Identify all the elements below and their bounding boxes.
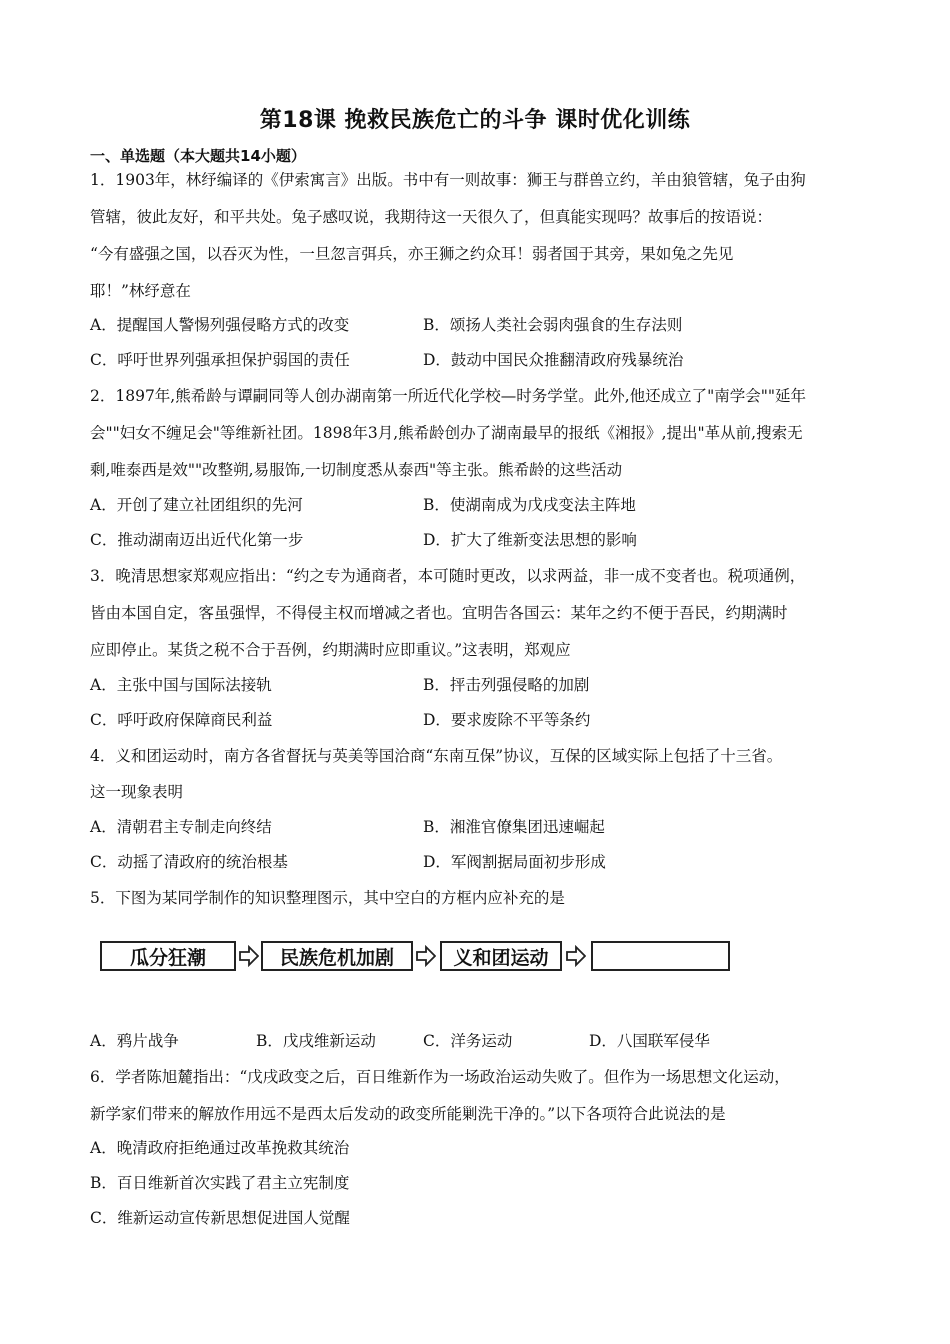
q3-option-c[interactable]: C．呼吁政府保障商民利益: [90, 711, 273, 729]
q5-option-b[interactable]: B．戊戌维新运动: [256, 1032, 376, 1050]
flow-arrow-3-icon: [566, 945, 586, 967]
q5-line-1: 5．下图为某同学制作的知识整理图示，其中空白的方框内应补充的是: [90, 889, 565, 907]
q1-line-4: 耶！”林纾意在: [90, 282, 191, 300]
q4-option-d[interactable]: D．军阀割据局面初步形成: [423, 853, 606, 871]
flow-arrow-1-icon: [239, 945, 259, 967]
flow-box-blank: [591, 941, 730, 971]
q4-line-2: 这一现象表明: [90, 783, 184, 801]
q4-option-a[interactable]: A．清朝君主专制走向终结: [90, 818, 272, 836]
q6-option-b[interactable]: B．百日维新首次实践了君主立宪制度: [90, 1174, 350, 1192]
q2-option-a[interactable]: A．开创了建立社团组织的先河: [90, 496, 303, 514]
q3-line-1: 3．晚清思想家郑观应指出：“约之专为通商者，本可随时更改，以求两益，非一成不变者也。税项通例，: [90, 567, 806, 585]
section-heading: 一、单选题（本大题共14小题）: [90, 147, 306, 165]
q3-line-2: 皆由本国自定，客虽强悍，不得侵主权而增减之者也。宜明告各国云：某年之约不便于吾民，约期满时: [90, 604, 788, 622]
q3-option-a[interactable]: A．主张中国与国际法接轨: [90, 676, 272, 694]
q1-option-a[interactable]: A．提醒国人警惕列强侵略方式的改变: [90, 316, 350, 334]
knowledge-flow-diagram: [100, 935, 740, 979]
q2-option-d[interactable]: D．扩大了维新变法思想的影响: [423, 531, 637, 549]
flow-box-2: 民族危机加剧: [261, 941, 413, 971]
q1-line-1: 1．1903年，林纾编译的《伊索寓言》出版。书中有一则故事：狮王与群兽立约，羊由狼管辖，兔子由狗: [90, 171, 806, 189]
q6-line-2: 新学家们带来的解放作用远不是西太后发动的政变所能剿洗干净的。”以下各项符合此说法的是: [90, 1105, 726, 1123]
q1-option-c[interactable]: C．呼吁世界列强承担保护弱国的责任: [90, 351, 350, 369]
q2-option-b[interactable]: B．使湖南成为戊戌变法主阵地: [423, 496, 636, 514]
q5-option-d[interactable]: D．八国联军侵华: [589, 1032, 710, 1050]
page-title: 第18课 挽救民族危亡的斗争 课时优化训练: [259, 108, 691, 133]
q2-line-1: 2．1897年,熊希龄与谭嗣同等人创办湖南第一所近代化学校—时务学堂。此外,他还成立了"南学会""延年: [90, 387, 807, 405]
q6-option-c[interactable]: C．维新运动宣传新思想促进国人觉醒: [90, 1209, 350, 1227]
q6-line-1: 6．学者陈旭麓指出：“戊戌政变之后，百日维新作为一场政治运动失败了。但作为一场思想文化运动，: [90, 1068, 790, 1086]
q1-line-2: 管辖，彼此友好，和平共处。兔子感叹说，我期待这一天很久了，但真能实现吗？故事后的按语说：: [90, 208, 773, 226]
q1-option-b[interactable]: B．颂扬人类社会弱肉强食的生存法则: [423, 316, 683, 334]
flow-box-1: 瓜分狂潮: [100, 941, 236, 971]
q3-option-b[interactable]: B．抨击列强侵略的加剧: [423, 676, 590, 694]
q5-option-c[interactable]: C．洋务运动: [423, 1032, 513, 1050]
q4-option-b[interactable]: B．湘淮官僚集团迅速崛起: [423, 818, 605, 836]
flow-box-3: 义和团运动: [440, 941, 562, 971]
q2-line-2: 会""妇女不缠足会"等维新社团。1898年3月,熊希龄创办了湖南最早的报纸《湘报》,提出"革从前,搜索无: [90, 424, 803, 442]
q4-option-c[interactable]: C．动摇了清政府的统治根基: [90, 853, 288, 871]
q3-line-3: 应即停止。某货之税不合于吾例，约期满时应即重议。”这表明，郑观应: [90, 641, 571, 659]
flow-arrow-2-icon: [416, 945, 436, 967]
q5-option-a[interactable]: A．鸦片战争: [90, 1032, 179, 1050]
q1-line-3: “今有盛强之国，以吞灭为性，一旦忽言弭兵，亦王狮之约众耳！弱者国于其旁，果如兔之先见: [90, 245, 734, 263]
q1-option-d[interactable]: D．鼓动中国民众推翻清政府残暴统治: [423, 351, 684, 369]
q2-line-3: 剩,唯泰西是效""改整朔,易服饰,一切制度悉从泰西"等主张。熊希龄的这些活动: [90, 461, 623, 479]
q3-option-d[interactable]: D．要求废除不平等条约: [423, 711, 591, 729]
q2-option-c[interactable]: C．推动湖南迈出近代化第一步: [90, 531, 304, 549]
q6-option-a[interactable]: A．晚清政府拒绝通过改革挽救其统治: [90, 1139, 350, 1157]
q4-line-1: 4．义和团运动时，南方各省督抚与英美等国洽商“东南互保”协议，互保的区域实际上包括了十三省。: [90, 747, 783, 765]
